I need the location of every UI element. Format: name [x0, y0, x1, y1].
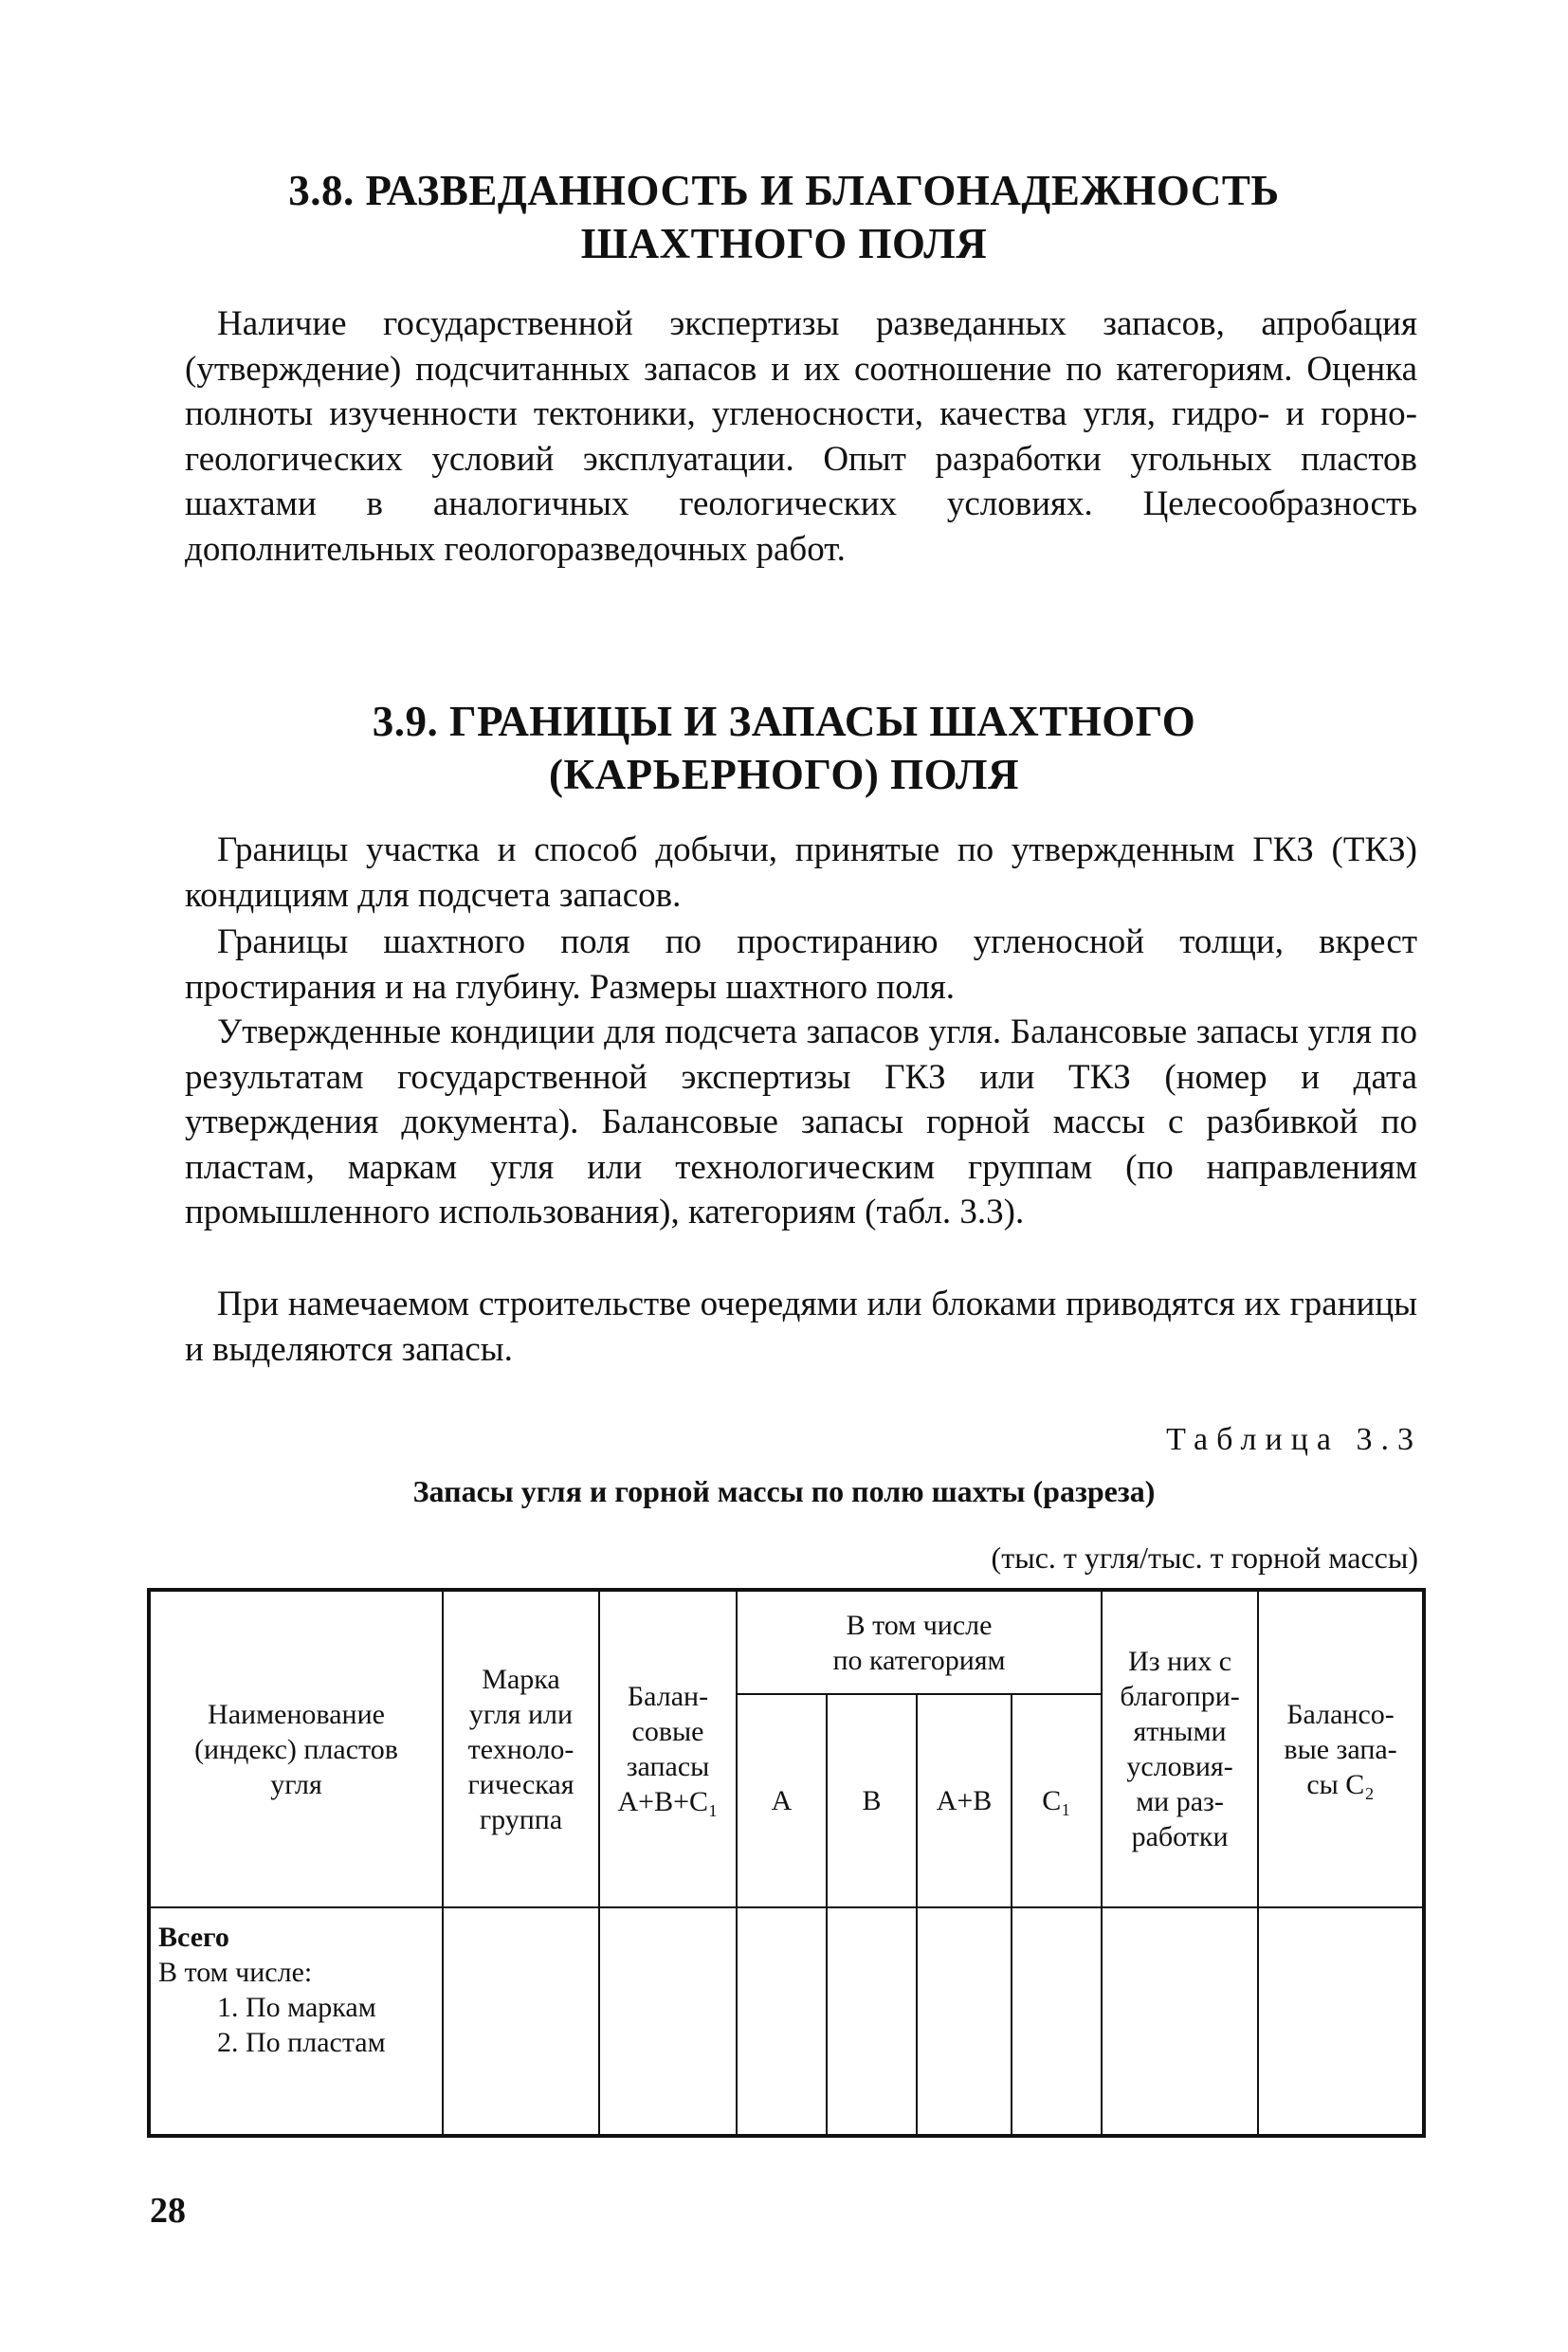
- row-label-including: В том числе:: [158, 1957, 313, 1988]
- section-3-9-paragraph-2: Границы шахтного поля по простиранию угленосной толщи, вкрест простирания и на глубину. Размеры шахтного поля.: [185, 922, 1417, 1007]
- header-category-c1: C₁: [1012, 1694, 1102, 1907]
- header-category-ab: A+B: [917, 1694, 1012, 1907]
- table-caption-title: Запасы угля и горной массы по полю шахты (разреза): [412, 1474, 1156, 1508]
- table-cell: [737, 1907, 827, 2136]
- header-favorable-conditions: Из них с благопри- ятными условия- ми раз- работки: [1102, 1590, 1258, 1907]
- header-balance-reserves: Балан- совые запасы A+B+C₁: [599, 1590, 737, 1907]
- row-label-by-seams: 2. По пластам: [217, 2027, 386, 2058]
- header-seam-name: Наименование (индекс) пластов угля: [149, 1590, 443, 1907]
- section-3-9-paragraph-4: При намечаемом строительстве очередями или блоками приводятся их границы и выделяются запасы.: [185, 1285, 1417, 1369]
- row-label-by-grades: 1. По маркам: [217, 1992, 376, 2023]
- reserves-table: [147, 1588, 1426, 2138]
- section-3-8-paragraph: Наличие государственной экспертизы разведанных запасов, апробация (утверждение) подсчитанных запасов и их соотношение по категориям. Оценка полноты изученности тектоники, угленосности, качества угля, гидро- и горно-геологических условий эксплуатации. Опыт разработки угольных пластов шахтами в аналогичных геологических условиях. Целесообразность дополнительных геологоразведочных работ.: [185, 304, 1417, 569]
- table-cell: [827, 1907, 917, 2136]
- section-3-8-title-line1: 3.8. РАЗВЕДАННОСТЬ И БЛАГОНАДЕЖНОСТЬ: [288, 167, 1280, 214]
- table-cell: [1258, 1907, 1424, 2136]
- table-units: (тыс. т угля/тыс. т горной массы): [991, 1541, 1418, 1575]
- table-cell: [1012, 1907, 1102, 2136]
- header-coal-grade: Марка угля или техноло- гическая группа: [443, 1590, 599, 1907]
- row-label-total: Всего: [158, 1922, 229, 1953]
- table-row: [149, 1907, 1424, 2136]
- table-caption-number: Таблица 3.3: [1166, 1422, 1422, 1457]
- section-3-9-title-line2: (КАРЬЕРНОГО) ПОЛЯ: [549, 751, 1019, 798]
- header-balance-c2: Балансо- вые запа- сы C₂: [1258, 1590, 1424, 1907]
- header-by-categories: В том числе по категориям: [737, 1590, 1102, 1694]
- row-labels-cell: [149, 1907, 443, 2136]
- header-category-b: B: [827, 1694, 917, 1907]
- section-3-9-title-line1: 3.9. ГРАНИЦЫ И ЗАПАСЫ ШАХТНОГО: [372, 698, 1196, 745]
- section-3-9-title: [0, 695, 1568, 801]
- section-3-9-paragraph-1: Границы участка и способ добычи, принятые по утвержденным ГКЗ (ТКЗ) кондициям для подсчета запасов.: [185, 830, 1417, 915]
- table-cell: [1102, 1907, 1258, 2136]
- section-3-8-title: [0, 164, 1568, 270]
- section-3-9-paragraph-3: Утвержденные кондиции для подсчета запасов угля. Балансовые запасы угля по результатам государственной экспертизы ГКЗ или ТКЗ (номер и дата утверждения документа). Балансовые запасы горной массы с разбивкой по пластам, маркам угля или технологическим группам (по направлениям промышленного использования), категориям (табл. 3.3).: [185, 1012, 1417, 1231]
- header-category-a: A: [737, 1694, 827, 1907]
- table-cell: [443, 1907, 599, 2136]
- table-cell: [599, 1907, 737, 2136]
- table-cell: [917, 1907, 1012, 2136]
- page-number: 28: [150, 2191, 186, 2231]
- section-3-8-title-line2: ШАХТНОГО ПОЛЯ: [580, 220, 988, 267]
